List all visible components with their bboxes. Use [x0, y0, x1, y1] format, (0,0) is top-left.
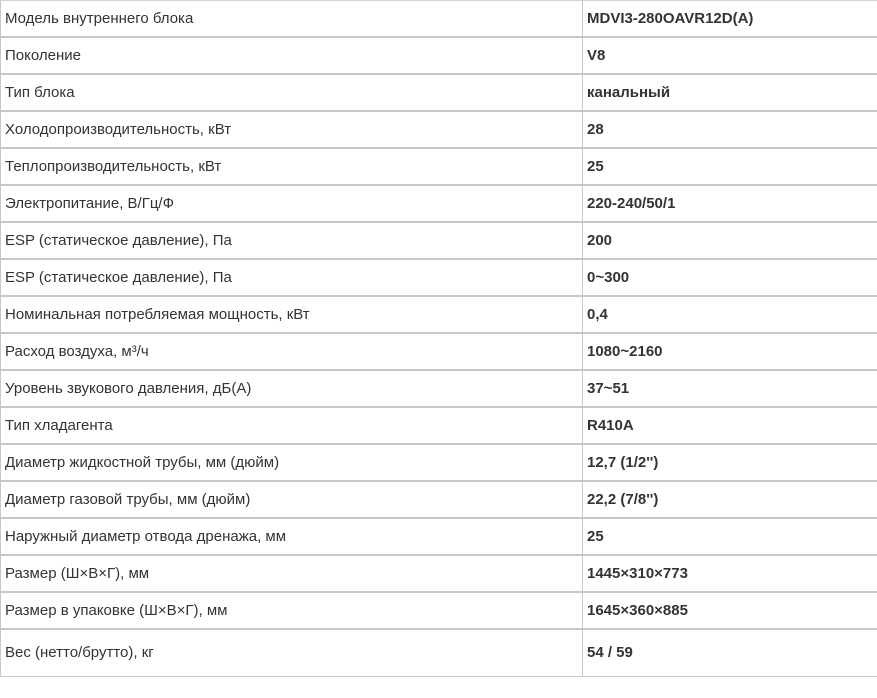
row-value-drain-diameter: 25	[583, 518, 877, 555]
table-row	[1, 333, 877, 370]
row-value-dimensions: 1445×310×773	[583, 555, 877, 592]
row-label-airflow: Расход воздуха, м³/ч	[1, 333, 583, 370]
row-label-power-supply: Электропитание, В/Гц/Ф	[1, 185, 583, 222]
row-value-unit-type: канальный	[583, 74, 877, 111]
table-row	[1, 555, 877, 592]
table-row	[1, 74, 877, 111]
table-row	[1, 629, 877, 677]
row-label-liquid-pipe: Диаметр жидкостной трубы, мм (дюйм)	[1, 444, 583, 481]
row-label-gas-pipe: Диаметр газовой трубы, мм (дюйм)	[1, 481, 583, 518]
row-value-gas-pipe: 22,2 (7/8'')	[583, 481, 877, 518]
row-value-weight: 54 / 59	[583, 629, 877, 677]
row-value-package-dimensions: 1645×360×885	[583, 592, 877, 629]
row-value-sound-pressure: 37~51	[583, 370, 877, 407]
table-row	[1, 407, 877, 444]
row-value-refrigerant: R410A	[583, 407, 877, 444]
row-value-indoor-model: MDVI3-280OAVR12D(A)	[583, 1, 877, 38]
row-value-airflow: 1080~2160	[583, 333, 877, 370]
table-row	[1, 444, 877, 481]
row-value-heating-capacity: 25	[583, 148, 877, 185]
row-label-power-consumption: Номинальная потребляемая мощность, кВт	[1, 296, 583, 333]
row-label-indoor-model: Модель внутреннего блока	[1, 1, 583, 38]
row-value-power-consumption: 0,4	[583, 296, 877, 333]
row-label-esp-nominal: ESP (статическое давление), Па	[1, 222, 583, 259]
table-row	[1, 1, 877, 38]
row-label-cooling-capacity: Холодопроизводительность, кВт	[1, 111, 583, 148]
row-value-power-supply: 220-240/50/1	[583, 185, 877, 222]
row-value-esp-range: 0~300	[583, 259, 877, 296]
row-value-generation: V8	[583, 37, 877, 74]
row-value-liquid-pipe: 12,7 (1/2'')	[583, 444, 877, 481]
table-row	[1, 370, 877, 407]
row-label-dimensions: Размер (Ш×В×Г), мм	[1, 555, 583, 592]
table-row	[1, 296, 877, 333]
row-label-heating-capacity: Теплопроизводительность, кВт	[1, 148, 583, 185]
table-row	[1, 222, 877, 259]
row-label-refrigerant: Тип хладагента	[1, 407, 583, 444]
row-label-sound-pressure: Уровень звукового давления, дБ(А)	[1, 370, 583, 407]
row-label-generation: Поколение	[1, 37, 583, 74]
table-row	[1, 481, 877, 518]
row-label-weight: Вес (нетто/брутто), кг	[1, 629, 583, 677]
row-label-esp-range: ESP (статическое давление), Па	[1, 259, 583, 296]
row-label-drain-diameter: Наружный диаметр отвода дренажа, мм	[1, 518, 583, 555]
table-row	[1, 148, 877, 185]
row-label-unit-type: Тип блока	[1, 74, 583, 111]
row-value-cooling-capacity: 28	[583, 111, 877, 148]
table-row	[1, 185, 877, 222]
table-row	[1, 37, 877, 74]
table-row	[1, 518, 877, 555]
table-row	[1, 592, 877, 629]
table-row	[1, 111, 877, 148]
row-value-esp-nominal: 200	[583, 222, 877, 259]
table-row	[1, 259, 877, 296]
row-label-package-dimensions: Размер в упаковке (Ш×В×Г), мм	[1, 592, 583, 629]
